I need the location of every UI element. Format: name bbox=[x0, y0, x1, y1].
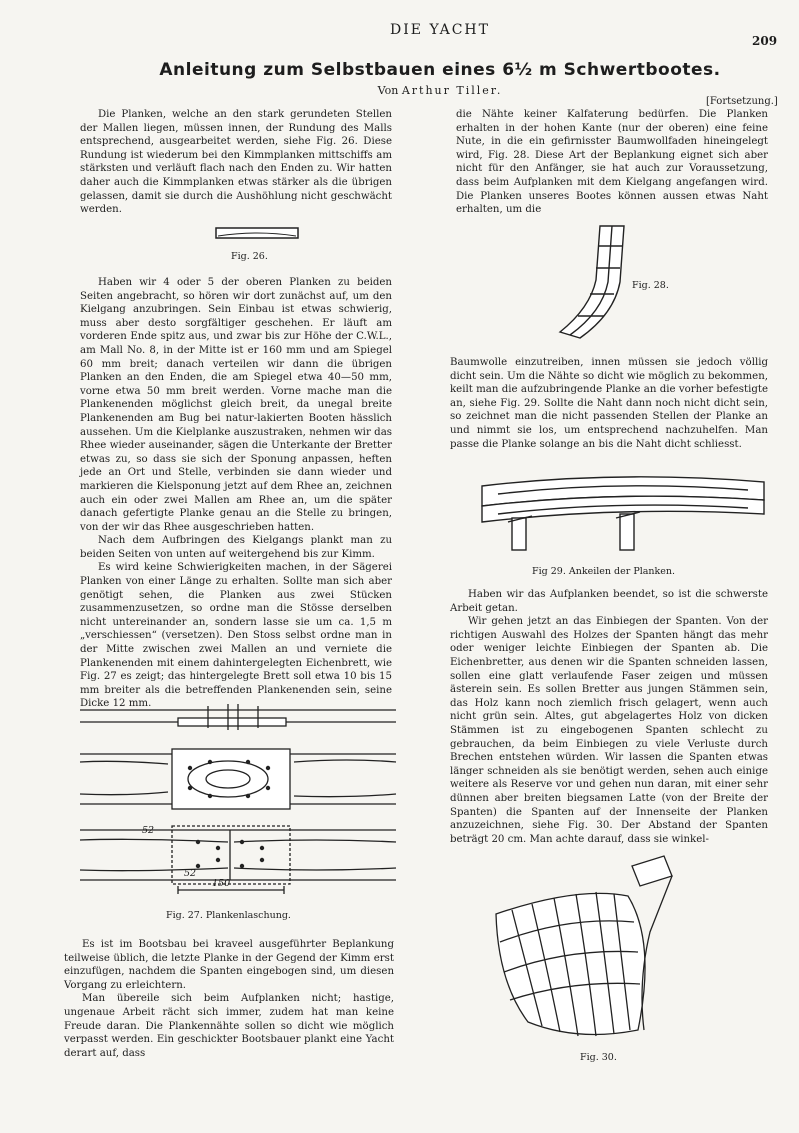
fig27-label-c: 150 bbox=[212, 878, 231, 889]
left-paragraph-1: Die Planken, welche an den stark gerundeten Stellen der Mallen liegen, müssen innen, der Rundung des Malls entsprechend, ausgearbeitet werden, siehe Fig. 26. Diese Rundung ist wiederum bei den Kimmplanken mittschiffs am stärksten und verläuft flach nach den Enden zu. Wir hatten daher auch die Kimmplanken etwas stärker als die übrigen gelassen, damit sie durch die Aushöhlung nicht geschwächt werden. bbox=[80, 109, 392, 216]
author-prefix: Von bbox=[377, 84, 399, 97]
fig27-label-a: 52 bbox=[142, 825, 155, 836]
continuation-note: [Fortsetzung.] bbox=[706, 96, 778, 107]
fig26-caption: Fig. 26. bbox=[231, 251, 268, 262]
fig29-caption: Fig 29. Ankeilen der Planken. bbox=[532, 566, 676, 577]
left-paragraph-3: Es ist im Bootsbau bei kraveel ausgeführter Beplankung teilweise üblich, die letzte Planke in der Gegend der Kimm erst einzufügen, nachdem die Spanten eingebogen sind, um diesen Vorgang zu erleichtern. Man übereile sich beim Aufplanken nicht; hastige, ungenaue Arbeit rächt sich immer, zudem hat man keine Freude daran. Die Plankennähte sollen so dicht wie möglich verpasst werden. Ein geschickter Bootsbauer plankt eine Yacht derart auf, dass bbox=[64, 939, 394, 1059]
fig30-frame-bending-icon bbox=[488, 852, 688, 1042]
fig27-caption: Fig. 27. Plankenlaschung. bbox=[166, 910, 291, 921]
article-title: Anleitung zum Selbstbauen eines 6½ m Schwertbootes. bbox=[159, 60, 721, 80]
left-paragraph-2: Haben wir 4 oder 5 der oberen Planken zu beiden Seiten angebracht, so hören wir dort zunächst auf, um den Kielgang anzubringen. Sein Einbau ist etwas schwierig, muss aber desto sorgfältiger geschehen. Er läuft am vorderen Ende spitz aus, und zwar bis zur Höhe der C.W.L., am Mall No. 8, in der Mitte ist er 160 mm und am Spiegel 60 mm breit; danach verteilen wir dann die übrigen Planken an den Enden, die am Spiegel etwa 40—50 mm, vorne etwa 50 mm breit werden. Vorne mache man die Plankenenden möglichst gleich breit, da unegal breite Plankenenden am Bug bei natur-lakierten Booten hässlich aussehen. Um die Kielplanke auszustraken, nehmen wir das Rhee wieder auseinander, sägen die Unterkante der Bretter etwas zu, so dass sie sich der Sponung anpassen, heften jede an Ort und Stelle, verbinden sie dann wieder und markieren die Kielsponung jetzt auf dem Rhee an, zeichnen auch ein oder zwei Mallen am Rhee an, um die später danach gefertigte Planke genau an die Stelle zu bringen, von der wir das Rhee ausgeschrieben hatten. Nach dem Aufbringen des Kielgangs plankt man zu beiden Seiten von unten auf weitergehend bis zur Kimm. Es wird keine Schwierigkeiten machen, in der Sägerei Planken von einer Länge zu erhalten. Sollte man sich aber genötigt sehen, die Planken aus zwei Stücken zusammenzusetzen, so ordne man die Stösse derselben nicht untereinander an, sondern lasse sie um ca. 1,5 m „verschiessen“ (versetzen). Den Stoss selbst ordne man in der Mitte zwischen zwei Mallen an und verniete die Plankenenden mit einem dahintergelegten Eichenbrett, wie Fig. 27 es zeigt; das hintergelegte Brett soll etwa 10 bis 15 mm breiter als die betreffenden Plankenenden sein, seine Dicke 12 mm. bbox=[80, 277, 392, 710]
fig29-wedged-planks-icon bbox=[478, 466, 768, 562]
author-line bbox=[0, 84, 799, 97]
fig27-plank-scarf-joint-icon bbox=[78, 702, 398, 902]
fig27-label-b: 52 bbox=[184, 868, 197, 879]
right-paragraph-1: die Nähte keiner Kalfaterung bedürfen. Die Planken erhalten in der hohen Kante (nur der oberen) eine feine Nute, in die ein gefirnisster Baumwollfaden hineingelegt wird, Fig. 28. Diese Art der Beplankung eignet sich aber nicht für den Anfänger, sie hat auch zur Voraussetzung, dass beim Aufplanken mit dem Kielgang angefangen wird. Die Planken unseres Bootes können aussen etwas Naht erhalten, um die bbox=[456, 109, 768, 216]
page-number: 209 bbox=[752, 34, 778, 48]
fig28-caulked-plank-icon bbox=[548, 222, 638, 342]
right-paragraph-3: Haben wir das Aufplanken beendet, so ist die schwerste Arbeit getan. Wir gehen jetzt an das Einbiegen der Spanten. Von der richtigen Auswahl des Holzes der Spanten hängt das mehr oder weniger leichte Einbiegen der Spanten ab. Die Eichenbretter, aus denen wir die Spanten schneiden lassen, sollen eine glatt verlaufende Faser zeigen und müssen ästerein sein. Es sollen Bretter aus jungen Stämmen sein, das Holz kann noch ziemlich frisch gelagert, wenn auch nicht grün sein. Altes, gut abgelagertes Holz von dicken Stämmen ist zu eingebogenen Spanten schlecht zu gebrauchen, da beim Einbiegen zu viele Verluste durch Brechen entstehen würden. Wir lassen die Spanten etwas länger schneiden als sie benötigt werden, sehen auch einige weitere als Reserve vor und gehen nun daran, mit einer sehr dünnen aber breiten biegsamen Latte (von der Breite der Spanten) die Spanten auf der Innenseite der Planken anzuzeichnen, siehe Fig. 30. Der Abstand der Spanten beträgt 20 cm. Man achte darauf, dass sie winkel- bbox=[450, 589, 768, 845]
fig30-caption: Fig. 30. bbox=[580, 1052, 617, 1063]
author-name: Arthur Tiller. bbox=[401, 84, 503, 97]
running-title: DIE YACHT bbox=[390, 22, 490, 38]
fig26-plank-section-icon bbox=[216, 226, 298, 240]
fig28-caption: Fig. 28. bbox=[632, 280, 669, 291]
right-paragraph-2: Baumwolle einzutreiben, innen müssen sie jedoch völlig dicht sein. Um die Nähte so dicht wie möglich zu bekommen, keilt man die aufzubringende Planke an die vorher befestigte an, siehe Fig. 29. Sollte die Naht dann noch nicht dicht sein, so zeichnet man die nicht passenden Stellen der Planke an und nimmt sie los, um entsprechend nachzuhelfen. Man passe die Planke solange an bis die Naht dicht schliesst. bbox=[450, 357, 768, 450]
